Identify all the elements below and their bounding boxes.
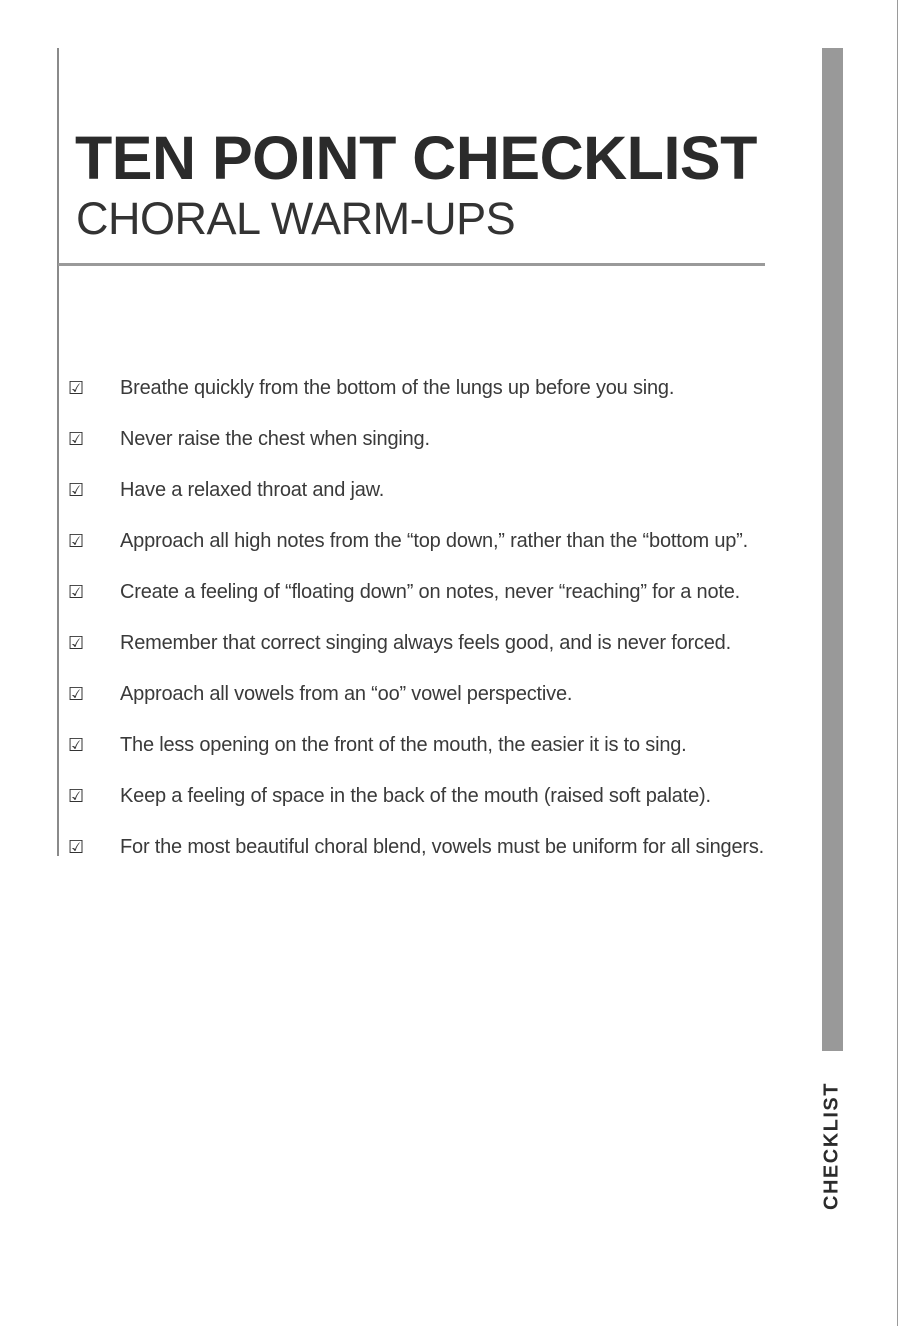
checklist-item-text: Have a relaxed throat and jaw. — [120, 479, 385, 501]
checklist-item — [68, 618, 764, 669]
checklist-item-text: Keep a feeling of space in the back of the mouth (raised soft palate). — [120, 785, 711, 807]
checklist-item-text: Approach all vowels from an “oo” vowel perspective. — [120, 683, 573, 705]
checklist — [68, 363, 764, 873]
checklist-item — [68, 363, 764, 414]
checklist-item — [68, 567, 764, 618]
checkbox-checked-icon: ☑ — [68, 428, 85, 450]
checkbox-checked-icon: ☑ — [68, 581, 85, 603]
checklist-item — [68, 771, 764, 822]
checklist-item — [68, 720, 764, 771]
left-margin-rule — [57, 48, 59, 856]
checklist-item-text: Never raise the chest when singing. — [120, 428, 430, 450]
checkbox-checked-icon: ☑ — [68, 683, 85, 705]
side-tab-bar — [822, 48, 843, 1051]
checklist-item-text: For the most beautiful choral blend, vowels must be uniform for all singers. — [120, 836, 764, 858]
checkbox-checked-icon: ☑ — [68, 632, 85, 654]
checkbox-checked-icon: ☑ — [68, 785, 85, 807]
header-divider — [58, 263, 765, 266]
checklist-item — [68, 414, 764, 465]
checklist-item — [68, 516, 764, 567]
side-tab-label: CHECKLIST — [820, 1082, 843, 1210]
checklist-item-text: The less opening on the front of the mouth, the easier it is to sing. — [120, 734, 687, 756]
checkbox-checked-icon: ☑ — [68, 479, 85, 501]
checklist-item-text: Create a feeling of “floating down” on notes, never “reaching” for a note. — [120, 581, 741, 603]
checklist-item-text: Remember that correct singing always feels good, and is never forced. — [120, 632, 731, 654]
page-subtitle: CHORAL WARM-UPS — [76, 193, 516, 244]
checkbox-checked-icon: ☑ — [68, 734, 85, 756]
checkbox-checked-icon: ☑ — [68, 530, 85, 552]
checkbox-checked-icon: ☑ — [68, 836, 85, 858]
checklist-item — [68, 822, 764, 873]
checklist-item-text: Breathe quickly from the bottom of the lungs up before you sing. — [120, 377, 675, 399]
checkbox-checked-icon: ☑ — [68, 377, 85, 399]
page-title: TEN POINT CHECKLIST — [75, 124, 757, 192]
checklist-item-text: Approach all high notes from the “top down,” rather than the “bottom up”. — [120, 530, 748, 552]
checklist-item — [68, 465, 764, 516]
page-edge-divider — [897, 0, 898, 1326]
checklist-item — [68, 669, 764, 720]
